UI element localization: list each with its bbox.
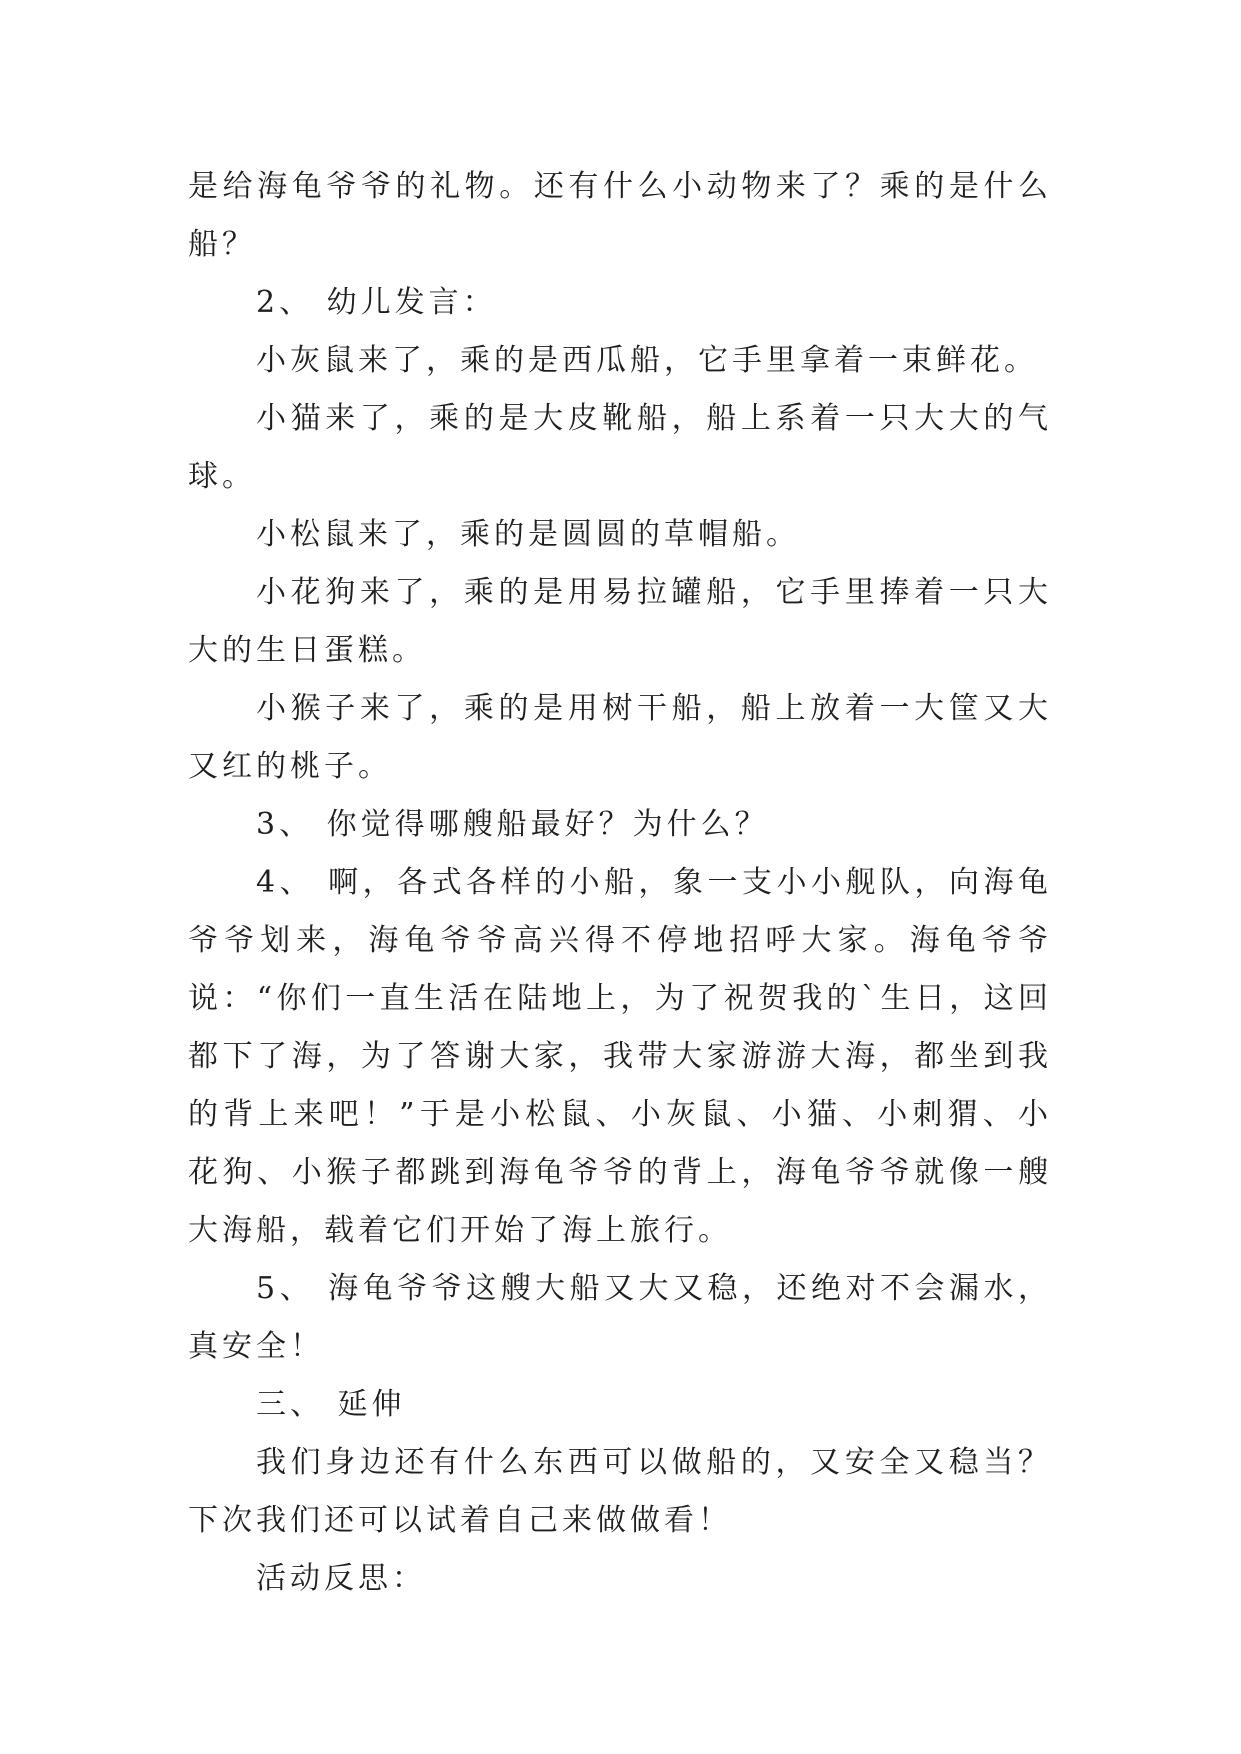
paragraph-7: 小猴子来了，乘的是用树干船，船上放着一大筐又大又红的桃子。	[188, 691, 1052, 784]
paragraph-2: 2、 幼儿发言：	[256, 285, 497, 320]
paragraph-5: 小松鼠来了，乘的是圆圆的草帽船。	[256, 517, 800, 552]
paragraph-8: 3、 你觉得哪艘船最好？为什么？	[256, 807, 769, 842]
paragraph-9: 4、 啊，各式各样的小船，象一支小小舰队，向海龟爷爷划来，海龟爷爷高兴得不停地招呼大家。海龟爷爷说：“你们一直生活在陆地上，为了祝贺我的`生日，这回都下了海，为了答谢大家，我带大家游游大海，都坐到我的背上来吧！”于是小松鼠、小灰鼠、小猫、小刺猬、小花狗、小猴子都跳到海龟爷爷的背上，海龟爷爷就像一艘大海船，载着它们开始了海上旅行。	[188, 865, 1052, 1248]
paragraph-13: 活动反思：	[256, 1561, 426, 1596]
paragraph-12: 我们身边还有什么东西可以做船的，又安全又稳当？下次我们还可以试着自己来做做看！	[188, 1445, 1052, 1538]
paragraph-1: 是给海龟爷爷的礼物。还有什么小动物来了？乘的是什么船？	[188, 169, 1052, 262]
paragraph-3: 小灰鼠来了，乘的是西瓜船，它手里拿着一束鲜花。	[256, 343, 1038, 378]
paragraph-6: 小花狗来了，乘的是用易拉罐船，它手里捧着一只大大的生日蛋糕。	[188, 575, 1052, 668]
paragraph-11: 三、 延伸	[256, 1387, 406, 1422]
paragraph-10: 5、 海龟爷爷这艘大船又大又稳，还绝对不会漏水，真安全！	[188, 1271, 1052, 1364]
paragraph-4: 小猫来了，乘的是大皮靴船，船上系着一只大大的气球。	[188, 401, 1052, 494]
document-body	[188, 158, 1052, 1608]
